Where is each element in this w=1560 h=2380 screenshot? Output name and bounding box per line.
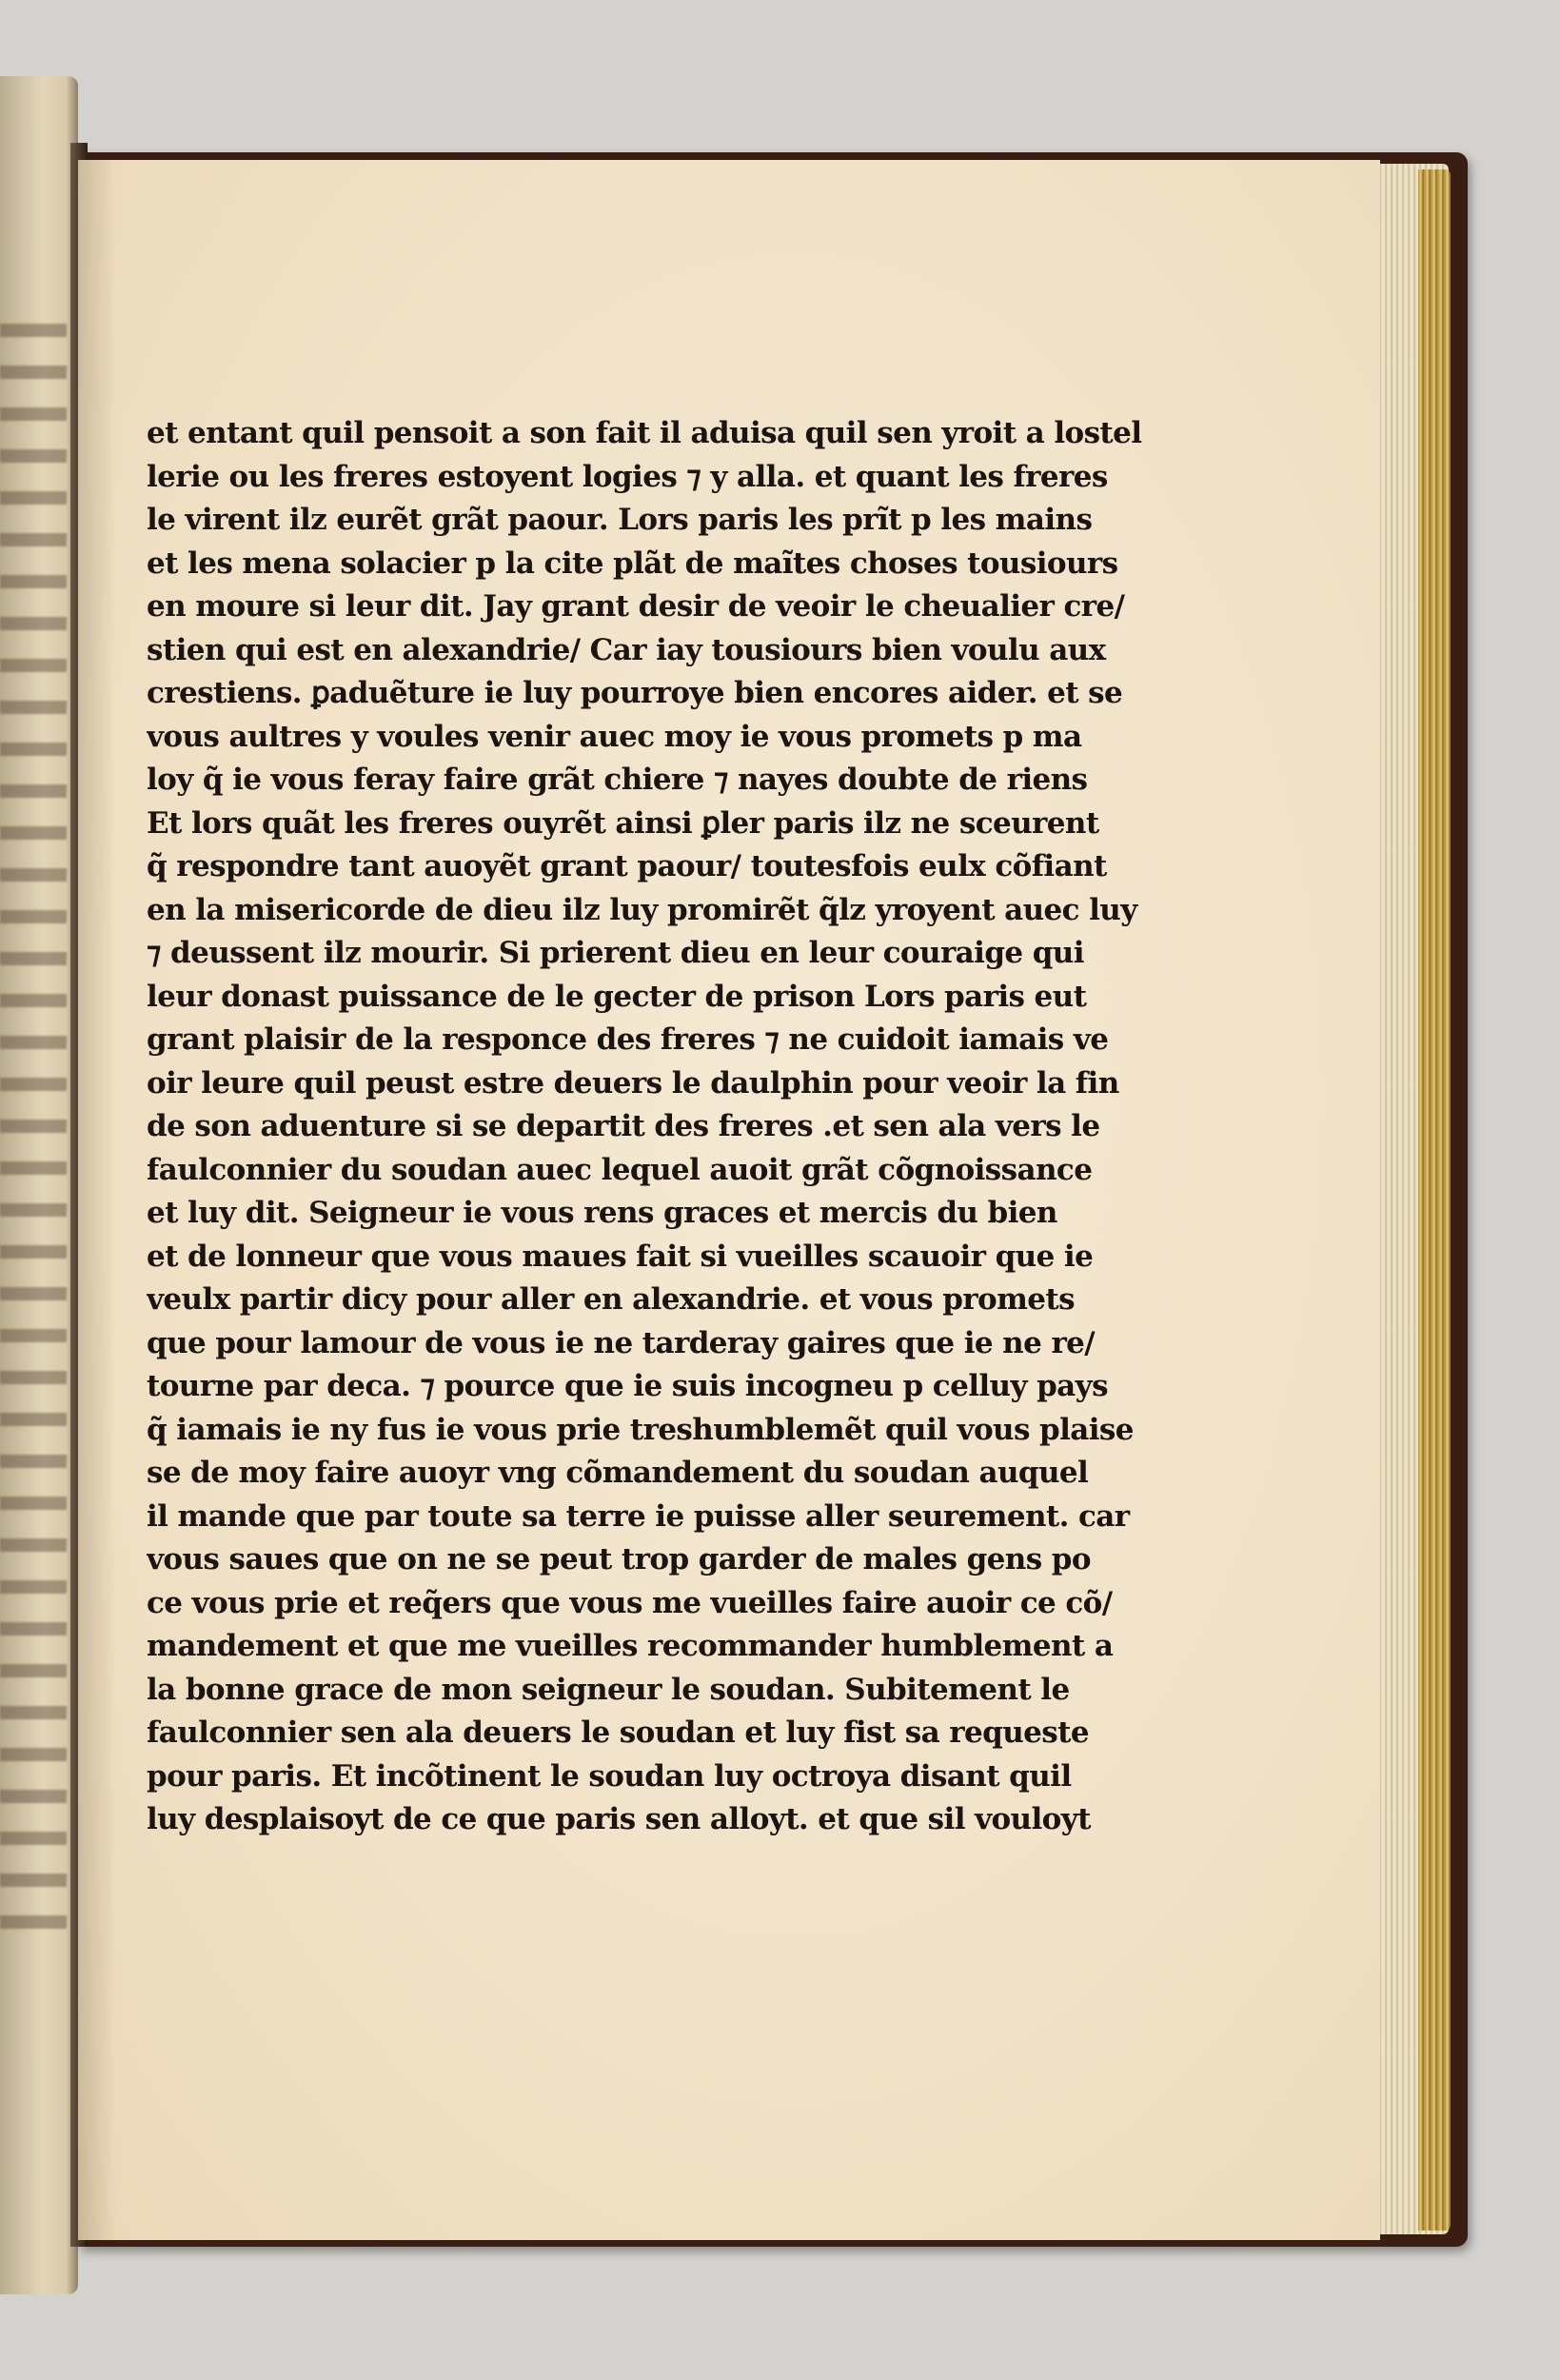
text-line: [147, 976, 1232, 1020]
text-line-content: q̃ iamais ie ny fus ie vous prie treshumblemẽt quil vous plaise: [147, 1412, 1134, 1447]
text-line: [147, 585, 1232, 629]
text-line: [147, 1798, 1232, 1842]
text-line: [147, 499, 1232, 543]
text-line-content: lerie ou les freres estoyent logies ⁊ y alla. et quant les freres: [147, 459, 1108, 494]
text-line: [147, 1582, 1232, 1626]
text-line: [147, 629, 1232, 673]
text-line: [147, 1452, 1232, 1496]
text-line-content: luy desplaisoyt de ce que paris sen alloyt. et que sil vouloyt: [147, 1802, 1091, 1836]
text-line: [147, 1755, 1232, 1799]
text-line: [147, 1236, 1232, 1279]
facing-page-left: [0, 76, 78, 2294]
text-line-content: faulconnier du soudan auec lequel auoit grãt cõgnoissance: [147, 1152, 1093, 1187]
book-page: [78, 160, 1380, 2240]
text-line-content: ⁊ deussent ilz mourir. Si prierent dieu en leur couraige qui: [147, 936, 1084, 970]
text-line-content: le virent ilz eurẽt grãt paour. Lors paris les prĩt p les mains: [147, 503, 1093, 537]
text-line: [147, 412, 1232, 456]
text-line-content: faulconnier sen ala deuers le soudan et luy fist sa requeste: [147, 1716, 1089, 1750]
text-line-content: et de lonneur que vous maues fait si vueilles scauoir que ie: [147, 1239, 1094, 1274]
text-line: [147, 759, 1232, 803]
text-line: [147, 543, 1232, 586]
text-line: [147, 932, 1232, 976]
text-line-content: en moure si leur dit. Jay grant desir de veoir le cheualier cre/: [147, 589, 1125, 624]
text-line: [147, 672, 1232, 716]
text-line-content: q̃ respondre tant auoyẽt grant paour/ toutesfois eulx cõfiant: [147, 849, 1107, 883]
text-line-content: et les mena solacier p la cite plãt de maĩtes choses tousiours: [147, 545, 1118, 581]
text-line: [147, 803, 1232, 846]
text-line-content: Et lors quãt les freres ouyrẽt ainsi ꝑler paris ilz ne sceurent: [147, 805, 1099, 841]
text-line: [147, 1538, 1232, 1582]
text-line-content: vous aultres y voules venir auec moy ie vous promets p ma: [147, 719, 1082, 754]
text-line: [147, 1625, 1232, 1669]
text-line: [147, 1669, 1232, 1713]
text-line: [147, 1019, 1232, 1062]
gilt-edge: [1418, 169, 1451, 2231]
text-line: [147, 1409, 1232, 1453]
text-line-content: pour paris. Et incõtinent le soudan luy octroya disant quil: [147, 1758, 1072, 1794]
text-line-content: stien qui est en alexandrie/ Car iay tousiours bien voulu aux: [147, 632, 1106, 667]
text-line: [147, 1279, 1232, 1322]
facing-page-text-blur: [0, 324, 67, 1942]
blackletter-text-block: [147, 412, 1232, 1842]
text-line-content: et luy dit. Seigneur ie vous rens graces et mercis du bien: [147, 1196, 1057, 1230]
text-line-content: crestiens. ꝑaduẽture ie luy pourroye bien encores aider. et se: [147, 676, 1123, 710]
text-line: [147, 1149, 1232, 1193]
text-line: [147, 1496, 1232, 1539]
text-line-content: que pour lamour de vous ie ne tarderay gaires que ie ne re/: [147, 1325, 1096, 1360]
text-line: [147, 1062, 1232, 1106]
text-line: [147, 889, 1232, 933]
text-line: [147, 1322, 1232, 1366]
text-line-content: la bonne grace de mon seigneur le soudan. Subitement le: [147, 1672, 1070, 1707]
text-line-content: et entant quil pensoit a son fait il aduisa quil sen yroit a lostel: [147, 416, 1142, 450]
text-line-content: il mande que par toute sa terre ie puisse aller seurement. car: [147, 1498, 1130, 1534]
text-line: [147, 1192, 1232, 1236]
text-line-content: oir leure quil peust estre deuers le daulphin pour veoir la fin: [147, 1065, 1119, 1101]
text-line-content: loy q̃ ie vous feray faire grãt chiere ⁊ nayes doubte de riens: [147, 763, 1088, 797]
text-line: [147, 1105, 1232, 1149]
text-line: [147, 1712, 1232, 1755]
text-line-content: tourne par deca. ⁊ pource que ie suis incogneu p celluy pays: [147, 1369, 1108, 1403]
text-line-content: veulx partir dicy pour aller en alexandrie. et vous promets: [147, 1282, 1076, 1317]
text-line-content: grant plaisir de la responce des freres ⁊ ne cuidoit iamais ve: [147, 1022, 1109, 1057]
text-line: [147, 1365, 1232, 1409]
text-line: [147, 716, 1232, 760]
text-line-content: se de moy faire auoyr vng cõmandement du soudan auquel: [147, 1456, 1089, 1490]
text-line: [147, 456, 1232, 500]
text-line-content: vous saues que on ne se peut trop garder de males gens po: [147, 1542, 1091, 1577]
text-line: [147, 845, 1232, 889]
text-line-content: mandement et que me vueilles recommander humblement a: [147, 1629, 1114, 1663]
text-line-content: de son aduenture si se departit des freres .et sen ala vers le: [147, 1109, 1100, 1143]
text-line-content: ce vous prie et req̃ers que vous me vueilles faire auoir ce cõ/: [147, 1585, 1113, 1620]
text-line-content: en la misericorde de dieu ilz luy promirẽt q̃lz yroyent auec luy: [147, 892, 1137, 927]
text-line-content: leur donast puissance de le gecter de prison Lors paris eut: [147, 979, 1087, 1014]
